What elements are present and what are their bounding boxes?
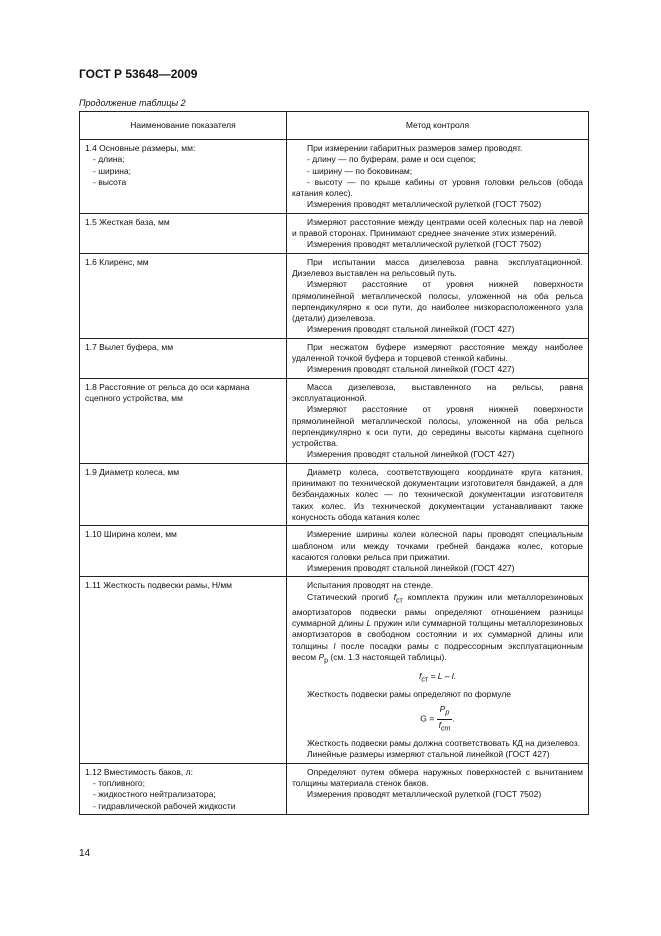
table-row — [80, 763, 589, 814]
subscript: ст — [440, 724, 451, 733]
page-number: 14 — [79, 848, 91, 859]
indicator-cell — [80, 577, 287, 763]
var-f: f — [418, 670, 422, 681]
text-run: Статический прогиб — [307, 591, 394, 602]
text-run: комплекта пружин или металлорезиновых амортизаторов подвески рамы определяют отношением разницы суммарной длины — [292, 591, 583, 628]
method-cell — [287, 463, 589, 525]
fraction — [437, 704, 453, 735]
sub-item: - топливного; — [93, 777, 145, 788]
indicator-name: 1.7 Вылет буфера, мм — [85, 341, 174, 352]
indicator-cell — [80, 763, 287, 814]
var-P: P — [318, 651, 325, 662]
method-text: Измерения проводят стальной линейкой (ГОСТ 427) — [307, 324, 515, 335]
var-f: f — [438, 720, 441, 731]
table-row — [80, 378, 589, 463]
method-cell — [287, 140, 589, 214]
method-cell — [287, 253, 589, 338]
standard-title: ГОСТ Р 53648—2009 — [79, 67, 198, 81]
indicator-cell — [80, 463, 287, 525]
indicator-cell — [80, 378, 287, 463]
method-text: При несжатом буфере измеряют расстояние между наиболее удаленной точкой буфера и торцевой стенкой кабины. — [292, 341, 583, 364]
fraction-numerator — [437, 704, 453, 720]
table-row — [80, 140, 589, 214]
method-text: Измеряют расстояние от уровня нижней поверхности прямолинейной металлической полосы, уложенной на оба рельса перпендикулярно к оси пути, до середины высоты кармана сцепного устройства. — [292, 404, 583, 449]
method-text: Жесткость подвески рамы должна соответствовать КД на дизелевоз. — [307, 738, 581, 749]
method-text: - длину — по буферам, раме и оси сцепок; — [307, 154, 477, 165]
sub-item: - ширина; — [93, 165, 132, 176]
formula-lhs: G = — [420, 713, 437, 724]
method-text: Измерения проводят стальной линейкой (ГОСТ 427) — [307, 449, 515, 460]
column-header-method: Метод контроля — [287, 112, 589, 140]
var-l: l — [333, 640, 336, 651]
indicator-name: 1.8 Расстояние от рельса до оси кармана сцепного устройства, мм — [85, 381, 250, 403]
indicator-cell — [80, 253, 287, 338]
indicator-name: 1.9 Диаметр колеса, мм — [85, 466, 180, 477]
method-text: Измерения проводят металлической рулеткой (ГОСТ 7502) — [307, 789, 542, 800]
indicator-name: 1.5 Жесткая база, мм — [85, 216, 170, 227]
method-text: При испытании масса дизелевоза равна эксплуатационной. Дизелевоз выставлен на рельсовый путь. — [292, 256, 583, 278]
method-cell — [287, 378, 589, 463]
sub-item: - длина; — [93, 154, 125, 165]
sub-item: - гидравлической рабочей жидкости — [93, 800, 236, 811]
subscript: p — [324, 656, 329, 665]
method-cell — [287, 338, 589, 378]
method-text: Линейные размеры измеряют стальной линейкой (ГОСТ 427) — [307, 749, 550, 760]
formula-rhs: = L – l. — [428, 670, 457, 681]
method-cell — [287, 213, 589, 253]
method-text: Измеряют расстояние между центрами осей колесных пар на левой и правой сторонах. Принимают среднее значение этих измерений. — [292, 216, 583, 239]
subscript: ст — [421, 675, 429, 684]
method-text: Измерение ширины колеи колесной пары проводят специальным шаблоном или между точками гребней бандажа колес, которые касаются головки рельса при прижатии. — [292, 529, 583, 562]
indicator-cell — [80, 526, 287, 577]
subscript: p — [445, 708, 450, 717]
indicator-name: 1.6 Клиренс, мм — [85, 256, 149, 267]
method-text: Измерения проводят стальной линейкой (ГОСТ 427) — [307, 364, 515, 375]
formula-end: . — [452, 713, 455, 724]
var-P: P — [439, 704, 446, 715]
method-text: - высоту — по крыше кабины от уровня головки рельсов (обода катания колес). — [292, 176, 583, 199]
fraction-denominator — [437, 720, 453, 735]
table-header-row — [80, 112, 589, 140]
method-text: Испытания проводят на стенде. — [307, 580, 434, 591]
method-text: Масса дизелевоза, выставленного на рельсы, равна эксплуатационной. — [292, 381, 583, 403]
var-f: f — [393, 591, 397, 602]
table-row — [80, 526, 589, 577]
method-cell — [287, 577, 589, 763]
method-text: Измерения проводят металлической рулеткой (ГОСТ 7502) — [307, 199, 542, 210]
var-L: L — [366, 617, 372, 628]
method-text: Диаметр колеса, соответствующего координате круга катания, принимают по технической документации изготовителя бандажей, а для безбандажных колес — по технической документации изготовителя таких колес. Из технической документации устанавливают также конусность обода катания колес — [292, 466, 583, 522]
method-text: Измерения проводят металлической рулеткой (ГОСТ 7502) — [307, 239, 542, 250]
text-run: (см. 1.3 настоящей таблицы). — [328, 651, 447, 662]
method-cell — [287, 526, 589, 577]
method-text: Измеряют расстояние от уровня нижней поверхности прямолинейной металлической полосы, уложенной на оба рельса перпендикулярно к оси пути, до наиболее низкорасположенного узла (детали) дизелевоза. — [292, 279, 583, 324]
indicator-name: 1.12 Вместимость баков, л: — [85, 766, 193, 777]
table-row — [80, 213, 589, 253]
table-row — [80, 253, 589, 338]
method-text: Жесткость подвески рамы определяют по формуле — [307, 688, 512, 699]
sub-item: - высота — [93, 176, 127, 187]
indicator-cell — [80, 140, 287, 214]
table-row — [80, 577, 589, 763]
indicator-name: 1.4 Основные размеры, мм: — [85, 143, 196, 153]
table-caption: Продолжение таблицы 2 — [79, 98, 186, 108]
table-row — [80, 338, 589, 378]
method-text: Определяют путем обмера наружных поверхностей с вычитанием толщины материала стенок баков. — [292, 766, 583, 788]
indicator-name: 1.10 Ширина колеи, мм — [85, 529, 177, 540]
text-run: пружин или суммарной толщины металлорезиновых амортизаторов в свободном состоянии и их суммарной длины или толщины — [292, 617, 583, 651]
formula-deflection — [292, 671, 583, 686]
indicator-cell — [80, 213, 287, 253]
text-run: после посадки рамы с подрессорным эксплуатационным весом — [292, 640, 583, 662]
method-text: - ширину — по боковинам; — [307, 165, 413, 176]
table-row — [80, 463, 589, 525]
indicator-cell — [80, 338, 287, 378]
method-text — [292, 592, 583, 667]
formula-stiffness — [292, 704, 583, 735]
subscript: ст — [396, 596, 403, 605]
indicator-name: 1.11 Жесткость подвески рамы, Н/мм — [85, 580, 233, 591]
sub-item: - жидкостного нейтрализатора; — [93, 789, 216, 800]
method-text: Измерения проводят стальной линейкой (ГОСТ 427) — [307, 563, 515, 574]
method-text: При измерении габаритных размеров замер проводят. — [307, 143, 523, 153]
specs-table — [79, 111, 589, 815]
column-header-name: Наименование показателя — [80, 112, 287, 140]
method-cell — [287, 763, 589, 814]
